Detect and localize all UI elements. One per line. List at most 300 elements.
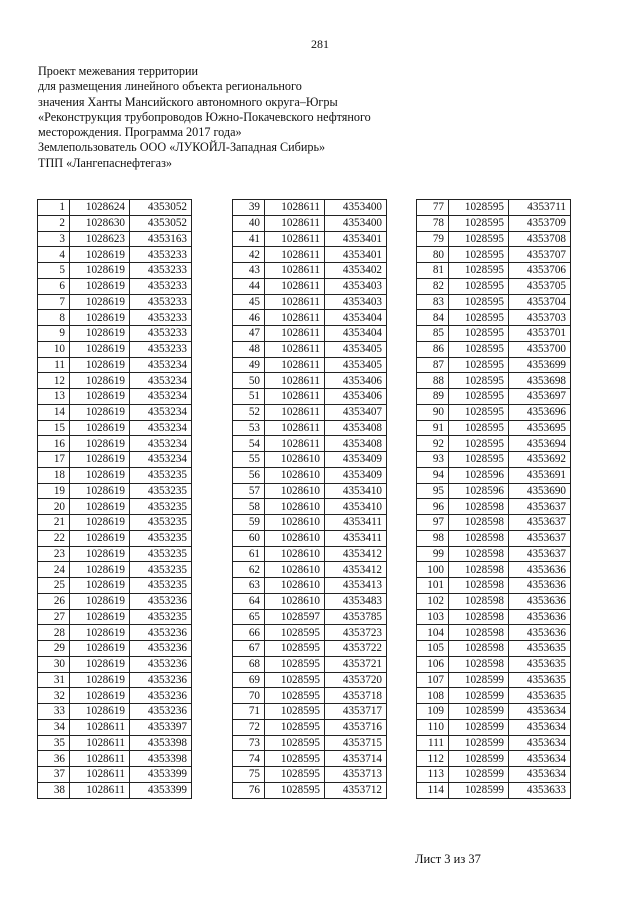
table-row <box>233 672 387 688</box>
table-row <box>38 200 192 216</box>
x-coordinate-cell: 1028610 <box>265 562 325 578</box>
y-coordinate-cell: 4353233 <box>130 278 192 294</box>
x-coordinate-cell: 1028623 <box>70 231 130 247</box>
x-coordinate-cell: 1028619 <box>70 467 130 483</box>
point-number-cell: 58 <box>233 499 265 515</box>
y-coordinate-cell: 4353716 <box>325 719 387 735</box>
x-coordinate-cell: 1028610 <box>265 452 325 468</box>
x-coordinate-cell: 1028611 <box>265 247 325 263</box>
x-coordinate-cell: 1028611 <box>265 341 325 357</box>
point-number-cell: 10 <box>38 341 70 357</box>
y-coordinate-cell: 4353705 <box>509 278 571 294</box>
table-row <box>417 735 571 751</box>
table-row <box>38 310 192 326</box>
x-coordinate-cell: 1028595 <box>449 200 509 216</box>
point-number-cell: 112 <box>417 751 449 767</box>
table-row <box>417 247 571 263</box>
table-row <box>38 609 192 625</box>
x-coordinate-cell: 1028619 <box>70 672 130 688</box>
table-row <box>417 278 571 294</box>
y-coordinate-cell: 4353233 <box>130 310 192 326</box>
table-row <box>233 200 387 216</box>
point-number-cell: 75 <box>233 767 265 783</box>
point-number-cell: 29 <box>38 641 70 657</box>
y-coordinate-cell: 4353709 <box>509 215 571 231</box>
table-row <box>417 483 571 499</box>
point-number-cell: 53 <box>233 420 265 436</box>
y-coordinate-cell: 4353408 <box>325 420 387 436</box>
point-number-cell: 78 <box>417 215 449 231</box>
x-coordinate-cell: 1028595 <box>449 278 509 294</box>
y-coordinate-cell: 4353711 <box>509 200 571 216</box>
point-number-cell: 43 <box>233 263 265 279</box>
header-line: месторождения. Программа 2017 года» <box>38 125 242 140</box>
y-coordinate-cell: 4353397 <box>130 719 192 735</box>
y-coordinate-cell: 4353413 <box>325 578 387 594</box>
y-coordinate-cell: 4353721 <box>325 656 387 672</box>
y-coordinate-cell: 4353399 <box>130 782 192 798</box>
point-number-cell: 66 <box>233 625 265 641</box>
y-coordinate-cell: 4353235 <box>130 562 192 578</box>
y-coordinate-cell: 4353235 <box>130 530 192 546</box>
table-row <box>233 215 387 231</box>
table-row <box>417 719 571 735</box>
table-row <box>417 231 571 247</box>
x-coordinate-cell: 1028611 <box>265 200 325 216</box>
point-number-cell: 4 <box>38 247 70 263</box>
table-row <box>233 782 387 798</box>
table-row <box>38 656 192 672</box>
y-coordinate-cell: 4353634 <box>509 751 571 767</box>
point-number-cell: 63 <box>233 578 265 594</box>
x-coordinate-cell: 1028599 <box>449 751 509 767</box>
point-number-cell: 110 <box>417 719 449 735</box>
x-coordinate-cell: 1028619 <box>70 278 130 294</box>
header-line: для размещения линейного объекта регионального <box>38 79 302 94</box>
point-number-cell: 50 <box>233 373 265 389</box>
point-number-cell: 103 <box>417 609 449 625</box>
x-coordinate-cell: 1028595 <box>449 326 509 342</box>
table-row <box>233 688 387 704</box>
table-row <box>38 483 192 499</box>
table-row <box>233 420 387 436</box>
x-coordinate-cell: 1028619 <box>70 704 130 720</box>
y-coordinate-cell: 4353234 <box>130 404 192 420</box>
x-coordinate-cell: 1028619 <box>70 310 130 326</box>
x-coordinate-cell: 1028598 <box>449 530 509 546</box>
point-number-cell: 76 <box>233 782 265 798</box>
y-coordinate-cell: 4353401 <box>325 231 387 247</box>
point-number-cell: 86 <box>417 341 449 357</box>
point-number-cell: 107 <box>417 672 449 688</box>
x-coordinate-cell: 1028595 <box>265 735 325 751</box>
x-coordinate-cell: 1028619 <box>70 688 130 704</box>
point-number-cell: 109 <box>417 704 449 720</box>
table-row <box>417 578 571 594</box>
y-coordinate-cell: 4353401 <box>325 247 387 263</box>
y-coordinate-cell: 4353406 <box>325 389 387 405</box>
point-number-cell: 32 <box>38 688 70 704</box>
x-coordinate-cell: 1028595 <box>265 751 325 767</box>
table-row <box>417 467 571 483</box>
point-number-cell: 14 <box>38 404 70 420</box>
y-coordinate-cell: 4353052 <box>130 200 192 216</box>
point-number-cell: 25 <box>38 578 70 594</box>
point-number-cell: 94 <box>417 467 449 483</box>
x-coordinate-cell: 1028610 <box>265 515 325 531</box>
y-coordinate-cell: 4353234 <box>130 436 192 452</box>
point-number-cell: 62 <box>233 562 265 578</box>
y-coordinate-cell: 4353633 <box>509 782 571 798</box>
table-row <box>38 688 192 704</box>
table-row <box>38 357 192 373</box>
point-number-cell: 21 <box>38 515 70 531</box>
point-number-cell: 5 <box>38 263 70 279</box>
x-coordinate-cell: 1028619 <box>70 389 130 405</box>
point-number-cell: 47 <box>233 326 265 342</box>
x-coordinate-cell: 1028619 <box>70 499 130 515</box>
y-coordinate-cell: 4353635 <box>509 641 571 657</box>
y-coordinate-cell: 4353636 <box>509 625 571 641</box>
point-number-cell: 28 <box>38 625 70 641</box>
x-coordinate-cell: 1028619 <box>70 625 130 641</box>
x-coordinate-cell: 1028611 <box>70 782 130 798</box>
y-coordinate-cell: 4353409 <box>325 452 387 468</box>
point-number-cell: 11 <box>38 357 70 373</box>
point-number-cell: 104 <box>417 625 449 641</box>
table-row <box>233 436 387 452</box>
point-number-cell: 42 <box>233 247 265 263</box>
table-row <box>38 436 192 452</box>
table-row <box>38 278 192 294</box>
table-row <box>233 404 387 420</box>
y-coordinate-cell: 4353400 <box>325 200 387 216</box>
point-number-cell: 23 <box>38 546 70 562</box>
x-coordinate-cell: 1028619 <box>70 373 130 389</box>
point-number-cell: 92 <box>417 436 449 452</box>
x-coordinate-cell: 1028595 <box>449 357 509 373</box>
point-number-cell: 6 <box>38 278 70 294</box>
y-coordinate-cell: 4353235 <box>130 578 192 594</box>
point-number-cell: 36 <box>38 751 70 767</box>
y-coordinate-cell: 4353405 <box>325 357 387 373</box>
point-number-cell: 81 <box>417 263 449 279</box>
y-coordinate-cell: 4353233 <box>130 263 192 279</box>
x-coordinate-cell: 1028619 <box>70 436 130 452</box>
y-coordinate-cell: 4353233 <box>130 247 192 263</box>
point-number-cell: 17 <box>38 452 70 468</box>
point-number-cell: 65 <box>233 609 265 625</box>
x-coordinate-cell: 1028598 <box>449 562 509 578</box>
y-coordinate-cell: 4353236 <box>130 625 192 641</box>
x-coordinate-cell: 1028595 <box>449 215 509 231</box>
x-coordinate-cell: 1028595 <box>265 782 325 798</box>
table-row <box>38 562 192 578</box>
table-row <box>417 656 571 672</box>
x-coordinate-cell: 1028599 <box>449 782 509 798</box>
x-coordinate-cell: 1028611 <box>70 751 130 767</box>
y-coordinate-cell: 4353704 <box>509 294 571 310</box>
x-coordinate-cell: 1028619 <box>70 483 130 499</box>
x-coordinate-cell: 1028595 <box>449 404 509 420</box>
x-coordinate-cell: 1028599 <box>449 735 509 751</box>
table-row <box>417 593 571 609</box>
table-row <box>233 515 387 531</box>
y-coordinate-cell: 4353235 <box>130 499 192 515</box>
table-row <box>233 546 387 562</box>
y-coordinate-cell: 4353698 <box>509 373 571 389</box>
table-row <box>38 247 192 263</box>
table-row <box>417 294 571 310</box>
table-row <box>417 389 571 405</box>
y-coordinate-cell: 4353637 <box>509 515 571 531</box>
x-coordinate-cell: 1028619 <box>70 530 130 546</box>
point-number-cell: 26 <box>38 593 70 609</box>
x-coordinate-cell: 1028599 <box>449 688 509 704</box>
y-coordinate-cell: 4353700 <box>509 341 571 357</box>
point-number-cell: 82 <box>417 278 449 294</box>
point-number-cell: 97 <box>417 515 449 531</box>
point-number-cell: 99 <box>417 546 449 562</box>
table-row <box>417 420 571 436</box>
table-row <box>38 578 192 594</box>
y-coordinate-cell: 4353233 <box>130 341 192 357</box>
point-number-cell: 54 <box>233 436 265 452</box>
y-coordinate-cell: 4353635 <box>509 672 571 688</box>
point-number-cell: 49 <box>233 357 265 373</box>
x-coordinate-cell: 1028611 <box>265 373 325 389</box>
coordinates-table-2 <box>232 199 387 799</box>
table-row <box>38 404 192 420</box>
sheet-counter: Лист 3 из 37 <box>415 852 481 866</box>
y-coordinate-cell: 4353404 <box>325 310 387 326</box>
x-coordinate-cell: 1028595 <box>449 310 509 326</box>
x-coordinate-cell: 1028611 <box>265 294 325 310</box>
table-row <box>233 326 387 342</box>
x-coordinate-cell: 1028595 <box>449 436 509 452</box>
point-number-cell: 87 <box>417 357 449 373</box>
y-coordinate-cell: 4353722 <box>325 641 387 657</box>
point-number-cell: 108 <box>417 688 449 704</box>
y-coordinate-cell: 4353052 <box>130 215 192 231</box>
table-row <box>38 467 192 483</box>
point-number-cell: 30 <box>38 656 70 672</box>
point-number-cell: 22 <box>38 530 70 546</box>
y-coordinate-cell: 4353691 <box>509 467 571 483</box>
x-coordinate-cell: 1028611 <box>70 767 130 783</box>
y-coordinate-cell: 4353234 <box>130 357 192 373</box>
y-coordinate-cell: 4353405 <box>325 341 387 357</box>
x-coordinate-cell: 1028611 <box>265 326 325 342</box>
table-row <box>233 719 387 735</box>
table-row <box>233 389 387 405</box>
table-row <box>417 782 571 798</box>
y-coordinate-cell: 4353235 <box>130 609 192 625</box>
header-line: «Реконструкция трубопроводов Южно-Покачевского нефтяного <box>38 109 371 124</box>
table-row <box>417 263 571 279</box>
y-coordinate-cell: 4353411 <box>325 530 387 546</box>
x-coordinate-cell: 1028595 <box>265 625 325 641</box>
point-number-cell: 101 <box>417 578 449 594</box>
point-number-cell: 98 <box>417 530 449 546</box>
x-coordinate-cell: 1028619 <box>70 656 130 672</box>
y-coordinate-cell: 4353713 <box>325 767 387 783</box>
y-coordinate-cell: 4353723 <box>325 625 387 641</box>
table-row <box>38 452 192 468</box>
y-coordinate-cell: 4353408 <box>325 436 387 452</box>
x-coordinate-cell: 1028611 <box>265 310 325 326</box>
y-coordinate-cell: 4353398 <box>130 751 192 767</box>
x-coordinate-cell: 1028598 <box>449 656 509 672</box>
point-number-cell: 41 <box>233 231 265 247</box>
y-coordinate-cell: 4353236 <box>130 656 192 672</box>
y-coordinate-cell: 4353720 <box>325 672 387 688</box>
table-row <box>38 641 192 657</box>
y-coordinate-cell: 4353635 <box>509 688 571 704</box>
point-number-cell: 89 <box>417 389 449 405</box>
table-row <box>233 656 387 672</box>
point-number-cell: 52 <box>233 404 265 420</box>
y-coordinate-cell: 4353708 <box>509 231 571 247</box>
y-coordinate-cell: 4353712 <box>325 782 387 798</box>
y-coordinate-cell: 4353403 <box>325 294 387 310</box>
x-coordinate-cell: 1028595 <box>265 767 325 783</box>
point-number-cell: 2 <box>38 215 70 231</box>
x-coordinate-cell: 1028598 <box>449 515 509 531</box>
point-number-cell: 56 <box>233 467 265 483</box>
y-coordinate-cell: 4353409 <box>325 467 387 483</box>
table-row <box>38 373 192 389</box>
table-row <box>233 310 387 326</box>
table-row <box>233 751 387 767</box>
y-coordinate-cell: 4353718 <box>325 688 387 704</box>
x-coordinate-cell: 1028595 <box>265 688 325 704</box>
x-coordinate-cell: 1028598 <box>449 546 509 562</box>
point-number-cell: 18 <box>38 467 70 483</box>
x-coordinate-cell: 1028599 <box>449 719 509 735</box>
table-row <box>417 200 571 216</box>
point-number-cell: 69 <box>233 672 265 688</box>
x-coordinate-cell: 1028611 <box>265 420 325 436</box>
y-coordinate-cell: 4353707 <box>509 247 571 263</box>
table-row <box>233 562 387 578</box>
page-number: 281 <box>311 37 329 51</box>
table-row <box>417 530 571 546</box>
point-number-cell: 24 <box>38 562 70 578</box>
y-coordinate-cell: 4353236 <box>130 641 192 657</box>
point-number-cell: 60 <box>233 530 265 546</box>
table-row <box>417 625 571 641</box>
point-number-cell: 57 <box>233 483 265 499</box>
y-coordinate-cell: 4353411 <box>325 515 387 531</box>
point-number-cell: 12 <box>38 373 70 389</box>
x-coordinate-cell: 1028619 <box>70 562 130 578</box>
y-coordinate-cell: 4353634 <box>509 719 571 735</box>
y-coordinate-cell: 4353412 <box>325 546 387 562</box>
table-row <box>233 483 387 499</box>
table-row <box>233 247 387 263</box>
point-number-cell: 88 <box>417 373 449 389</box>
point-number-cell: 95 <box>417 483 449 499</box>
point-number-cell: 61 <box>233 546 265 562</box>
x-coordinate-cell: 1028595 <box>449 420 509 436</box>
y-coordinate-cell: 4353235 <box>130 483 192 499</box>
table-row <box>417 326 571 342</box>
table-row <box>38 751 192 767</box>
table-row <box>417 341 571 357</box>
point-number-cell: 74 <box>233 751 265 767</box>
table-row <box>417 404 571 420</box>
x-coordinate-cell: 1028611 <box>265 263 325 279</box>
x-coordinate-cell: 1028619 <box>70 578 130 594</box>
point-number-cell: 113 <box>417 767 449 783</box>
y-coordinate-cell: 4353701 <box>509 326 571 342</box>
x-coordinate-cell: 1028599 <box>449 767 509 783</box>
point-number-cell: 80 <box>417 247 449 263</box>
table-row <box>38 546 192 562</box>
point-number-cell: 114 <box>417 782 449 798</box>
y-coordinate-cell: 4353706 <box>509 263 571 279</box>
x-coordinate-cell: 1028599 <box>449 672 509 688</box>
x-coordinate-cell: 1028619 <box>70 641 130 657</box>
table-row <box>417 436 571 452</box>
point-number-cell: 71 <box>233 704 265 720</box>
x-coordinate-cell: 1028619 <box>70 404 130 420</box>
table-row <box>233 704 387 720</box>
y-coordinate-cell: 4353703 <box>509 310 571 326</box>
point-number-cell: 16 <box>38 436 70 452</box>
table-row <box>38 231 192 247</box>
x-coordinate-cell: 1028619 <box>70 326 130 342</box>
x-coordinate-cell: 1028611 <box>265 436 325 452</box>
x-coordinate-cell: 1028610 <box>265 593 325 609</box>
table-row <box>417 641 571 657</box>
point-number-cell: 85 <box>417 326 449 342</box>
x-coordinate-cell: 1028595 <box>449 247 509 263</box>
table-row <box>233 530 387 546</box>
y-coordinate-cell: 4353694 <box>509 436 571 452</box>
x-coordinate-cell: 1028596 <box>449 467 509 483</box>
table-row <box>417 751 571 767</box>
point-number-cell: 59 <box>233 515 265 531</box>
point-number-cell: 19 <box>38 483 70 499</box>
x-coordinate-cell: 1028610 <box>265 499 325 515</box>
x-coordinate-cell: 1028611 <box>265 357 325 373</box>
y-coordinate-cell: 4353692 <box>509 452 571 468</box>
x-coordinate-cell: 1028595 <box>265 641 325 657</box>
y-coordinate-cell: 4353163 <box>130 231 192 247</box>
table-row <box>417 609 571 625</box>
point-number-cell: 91 <box>417 420 449 436</box>
x-coordinate-cell: 1028619 <box>70 452 130 468</box>
y-coordinate-cell: 4353412 <box>325 562 387 578</box>
y-coordinate-cell: 4353404 <box>325 326 387 342</box>
point-number-cell: 48 <box>233 341 265 357</box>
table-row <box>38 263 192 279</box>
x-coordinate-cell: 1028595 <box>265 656 325 672</box>
table-row <box>233 341 387 357</box>
y-coordinate-cell: 4353235 <box>130 467 192 483</box>
y-coordinate-cell: 4353714 <box>325 751 387 767</box>
x-coordinate-cell: 1028598 <box>449 593 509 609</box>
y-coordinate-cell: 4353236 <box>130 704 192 720</box>
table-row <box>233 767 387 783</box>
y-coordinate-cell: 4353234 <box>130 452 192 468</box>
table-row <box>417 562 571 578</box>
point-number-cell: 34 <box>38 719 70 735</box>
table-row <box>233 609 387 625</box>
header-line: Проект межевания территории <box>38 64 199 78</box>
